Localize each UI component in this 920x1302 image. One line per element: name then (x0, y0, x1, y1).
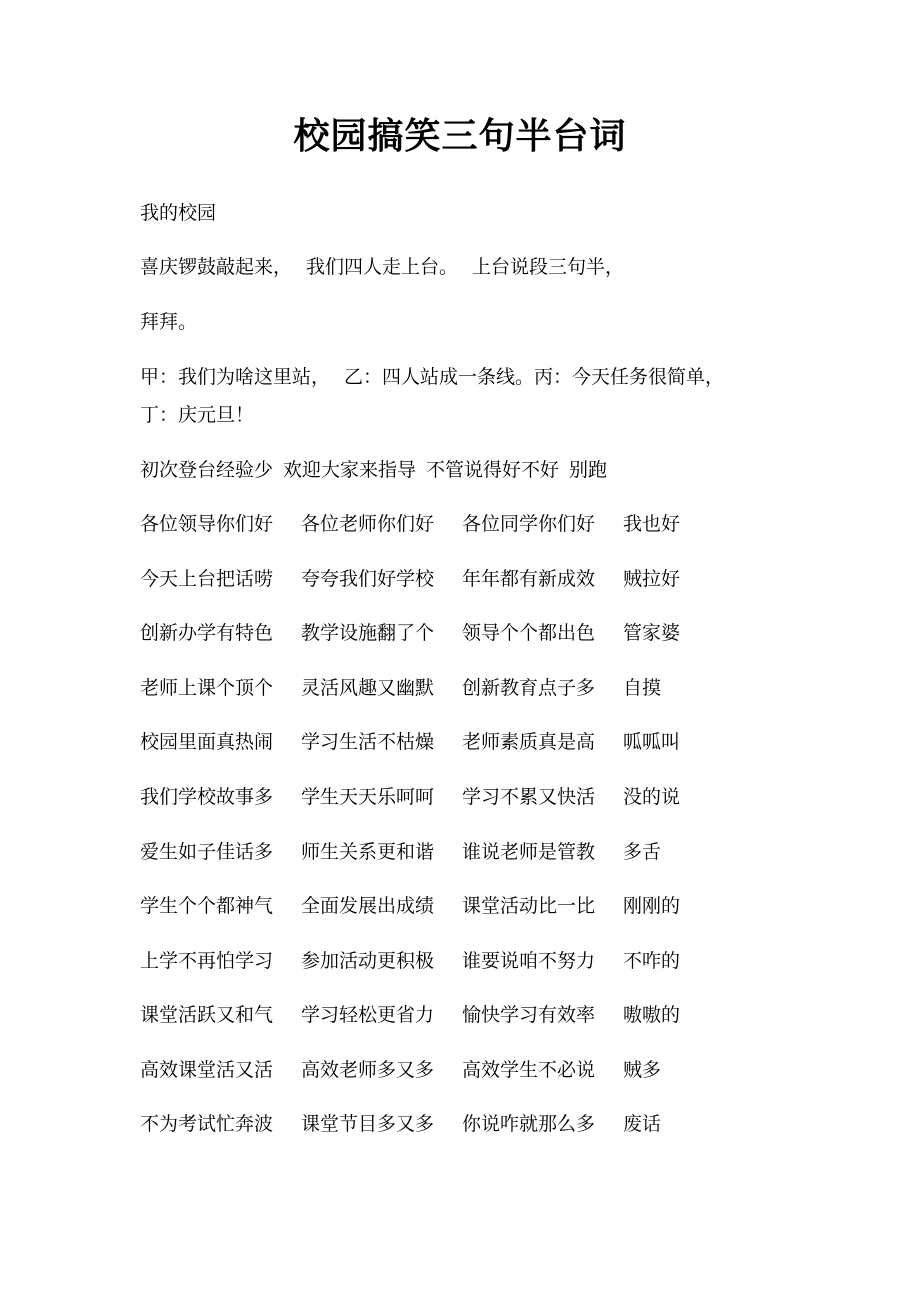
verse-phrase: 全面发展出成绩 (301, 895, 435, 917)
phrase: 甲：我们为啥这里站， (140, 366, 331, 388)
verse-punchline: 我也好 (623, 513, 681, 535)
phrase: 别跑 (569, 459, 608, 481)
verse-line (140, 948, 800, 974)
verse-phrase: 不为考试忙奔波 (140, 1113, 274, 1135)
verse-phrase: 高效老师多又多 (301, 1059, 435, 1081)
verse-phrase: 夸夸我们好学校 (301, 568, 435, 590)
phrase: 上台说段三句半， (472, 256, 625, 278)
verse-line (140, 1111, 800, 1137)
document-title: 校园搞笑三句半台词 (293, 115, 627, 157)
opening-line-1 (140, 254, 800, 280)
verse-phrase: 年年都有新成效 (462, 568, 596, 590)
verse-phrase: 课堂活动比一比 (462, 895, 596, 917)
phrase: 乙：四人站成一条线。丙：今天任务很简单， (344, 366, 725, 388)
verse-phrase: 爱生如子佳话多 (140, 841, 274, 863)
verse-line (140, 511, 800, 537)
verse-line (140, 839, 800, 865)
verse-phrase: 愉快学习有效率 (462, 1004, 596, 1026)
verse-punchline: 多舌 (623, 841, 662, 863)
verse-phrase: 参加活动更积极 (301, 950, 435, 972)
verse-phrase: 老师上课个顶个 (140, 677, 274, 699)
verse-punchline: 管家婆 (623, 622, 681, 644)
verse-punchline: 没的说 (623, 786, 681, 808)
verse-phrase: 老师素质真是高 (462, 731, 596, 753)
verse-phrase: 高效课堂活又活 (140, 1059, 274, 1081)
verse-phrase: 师生关系更和谐 (301, 841, 435, 863)
verse-line (140, 1002, 800, 1028)
verse-line (140, 675, 800, 701)
verse-phrase: 学习不累又快活 (462, 786, 596, 808)
verse-line (140, 566, 800, 592)
opening-line-2: 拜拜。 (140, 311, 198, 333)
verse-punchline: 贼多 (623, 1059, 662, 1081)
verse-phrase: 上学不再怕学习 (140, 950, 274, 972)
verse-punchline: 自摸 (623, 677, 662, 699)
phrase: 欢迎大家来指导 (283, 459, 417, 481)
phrase: 我们四人走上台。 (306, 256, 459, 278)
verse-line (140, 784, 800, 810)
phrase: 不管说得好不好 (426, 459, 560, 481)
verse-phrase: 学生天天乐呵呵 (301, 786, 435, 808)
opening-line-5 (140, 457, 800, 483)
verse-phrase: 各位同学你们好 (462, 513, 596, 535)
verse-phrase: 灵活风趣又幽默 (301, 677, 435, 699)
verse-punchline: 贼拉好 (623, 568, 681, 590)
section-subtitle: 我的校园 (140, 202, 217, 224)
verse-punchline: 嗷嗷的 (623, 1004, 681, 1026)
verse-phrase: 今天上台把话唠 (140, 568, 274, 590)
verse-phrase: 学生个个都神气 (140, 895, 274, 917)
phrase: 喜庆锣鼓敲起来， (140, 256, 293, 278)
verse-line (140, 893, 800, 919)
phrase: 初次登台经验少 (140, 459, 274, 481)
opening-line-3 (140, 364, 800, 390)
verse-phrase: 各位老师你们好 (301, 513, 435, 535)
verse-phrase: 领导个个都出色 (462, 622, 596, 644)
verse-phrase: 高效学生不必说 (462, 1059, 596, 1081)
verse-line (140, 620, 800, 646)
verse-phrase: 课堂活跃又和气 (140, 1004, 274, 1026)
verse-line (140, 729, 800, 755)
verse-phrase: 校园里面真热闹 (140, 731, 274, 753)
verse-phrase: 谁要说咱不努力 (462, 950, 596, 972)
verse-phrase: 谁说老师是管教 (462, 841, 596, 863)
verse-punchline: 不咋的 (623, 950, 681, 972)
verse-phrase: 学习生活不枯燥 (301, 731, 435, 753)
opening-line-4: 丁：庆元旦！ (140, 404, 255, 426)
verse-phrase: 你说咋就那么多 (462, 1113, 596, 1135)
verse-phrase: 我们学校故事多 (140, 786, 274, 808)
verse-phrase: 各位领导你们好 (140, 513, 274, 535)
verse-phrase: 创新教育点子多 (462, 677, 596, 699)
verse-line (140, 1057, 800, 1083)
verse-phrase: 创新办学有特色 (140, 622, 274, 644)
verse-phrase: 课堂节目多又多 (301, 1113, 435, 1135)
verse-phrase: 教学设施翻了个 (301, 622, 435, 644)
verse-punchline: 呱呱叫 (623, 731, 681, 753)
verse-punchline: 刚刚的 (623, 895, 681, 917)
verse-phrase: 学习轻松更省力 (301, 1004, 435, 1026)
verse-punchline: 废话 (623, 1113, 662, 1135)
